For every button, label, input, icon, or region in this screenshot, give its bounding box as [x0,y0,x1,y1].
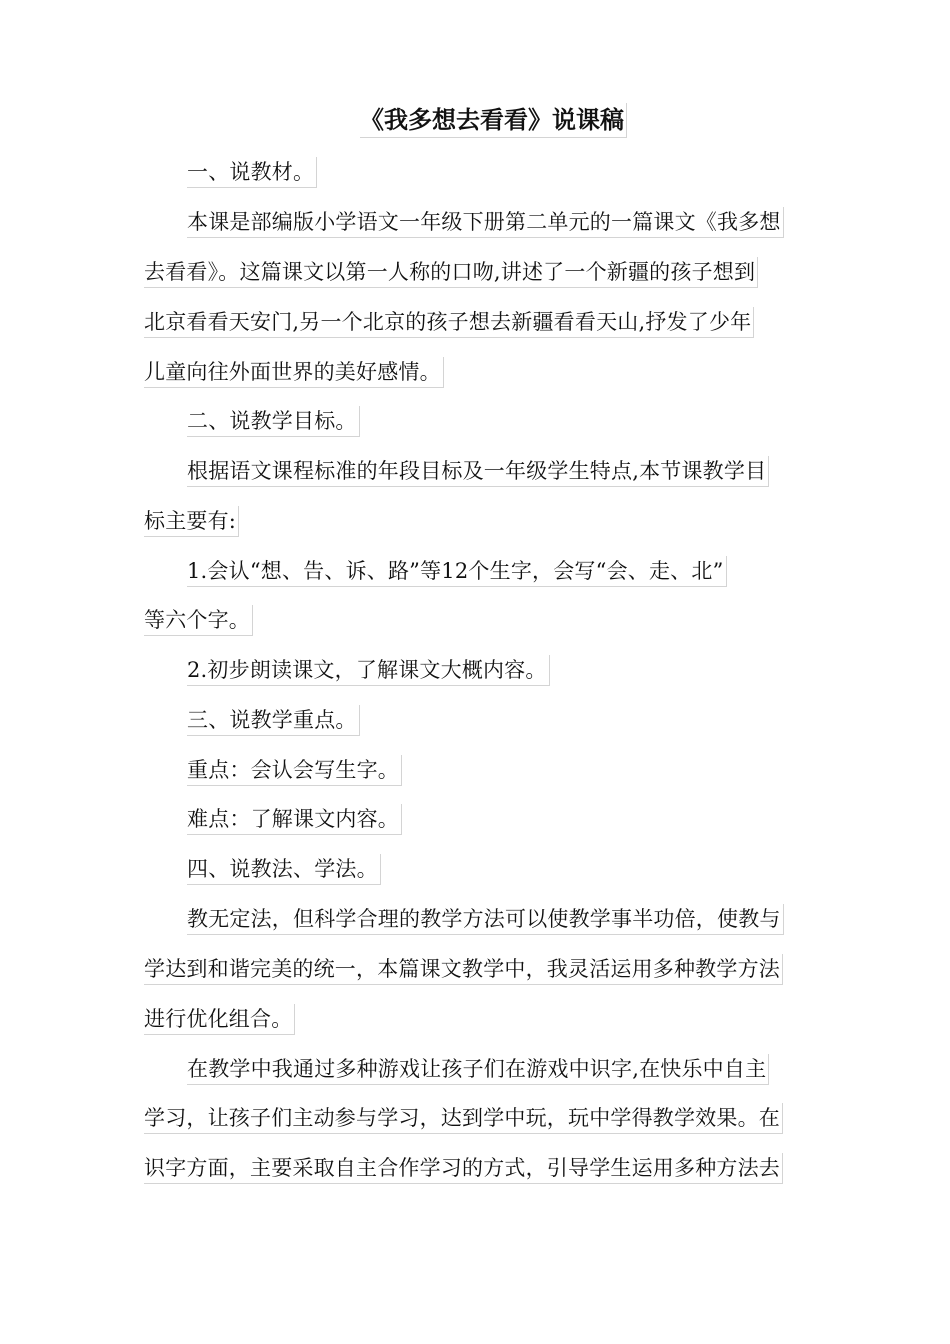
heading-objectives: 二、说教学目标。 [187,406,360,437]
paragraph-line: 学习，让孩子们主动参与学习，达到学中玩，玩中学得教学效果。在 [144,1103,783,1134]
paragraph-line: 在教学中我通过多种游戏让孩子们在游戏中识字,在快乐中自主 [187,1054,769,1085]
list-item-line: 等六个字。 [144,605,253,636]
paragraph-line: 根据语文课程标准的年段目标及一年级学生特点,本节课教学目 [187,456,769,487]
document-title: 《我多想去看看》说课稿 [360,103,627,138]
list-item-line: 1.会认“想、告、诉、路”等12个生字，会写“会、走、北” [187,556,727,587]
heading-textbook: 一、说教材。 [187,157,317,188]
list-item-line: 2.初步朗读课文，了解课文大概内容。 [187,655,550,686]
heading-methods: 四、说教法、学法。 [187,854,381,885]
key-point-line: 重点：会认会写生字。 [187,755,402,786]
paragraph-line: 标主要有: [144,506,239,537]
paragraph-line: 教无定法，但科学合理的教学方法可以使教学事半功倍，使教与 [187,904,784,935]
paragraph-line: 识字方面，主要采取自主合作学习的方式，引导学生运用多种方法去 [144,1153,783,1184]
paragraph-line: 本课是部编版小学语文一年级下册第二单元的一篇课文《我多想 [187,207,784,238]
paragraph-line: 北京看看天安门,另一个北京的孩子想去新疆看看天山,抒发了少年 [144,307,754,338]
paragraph-line: 进行优化组合。 [144,1004,295,1035]
paragraph-line: 儿童向往外面世界的美好感情。 [144,357,444,388]
heading-key-points: 三、说教学重点。 [187,705,360,736]
difficulty-line: 难点：了解课文内容。 [187,804,402,835]
paragraph-line: 学达到和谐完美的统一，本篇课文教学中，我灵活运用多种教学方法 [144,954,783,985]
paragraph-line: 去看看》。这篇课文以第一人称的口吻,讲述了一个新疆的孩子想到 [144,257,758,288]
